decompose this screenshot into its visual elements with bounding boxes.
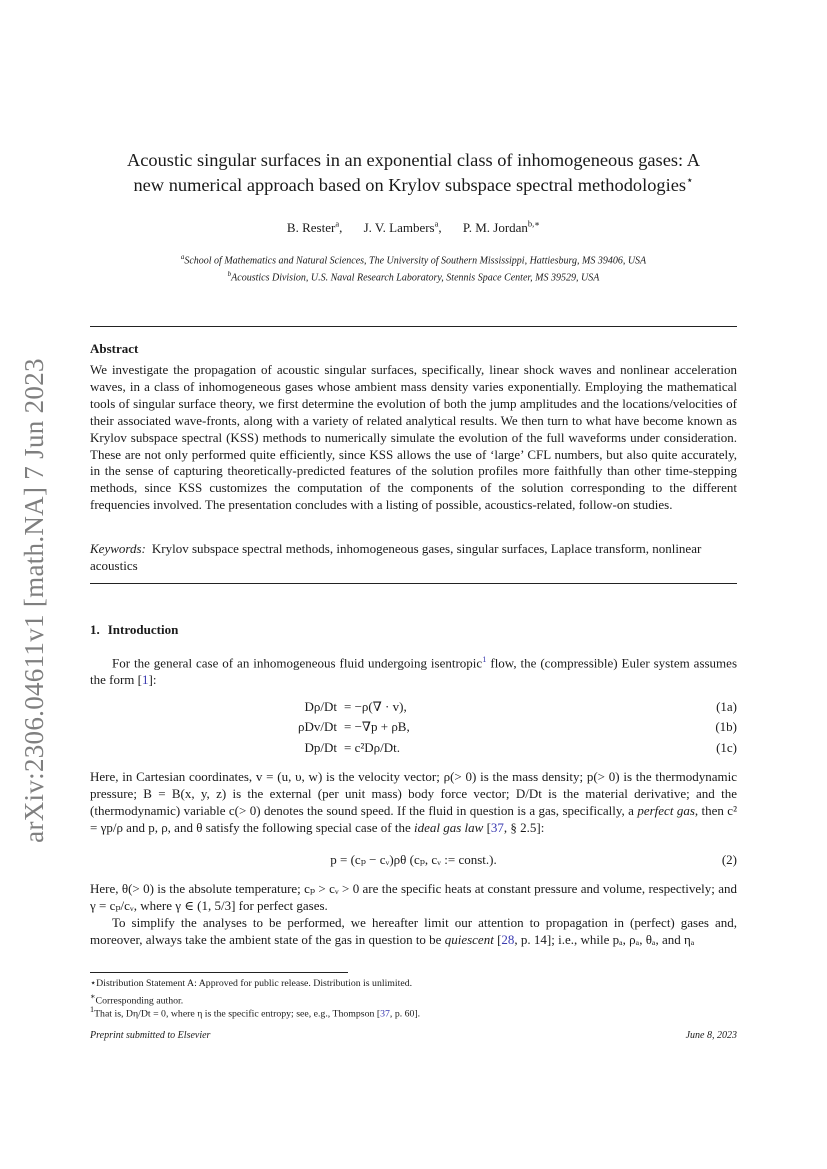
- arxiv-identifier-stamp: [14, 330, 54, 870]
- equation-number: (2): [721, 852, 737, 867]
- citation-link[interactable]: 28: [501, 931, 515, 947]
- abstract-body: We investigate the propagation of acoustic singular surfaces, specifically, linear shock waves and nonlinear acceleration waves, in a class of inhomogeneous gases whose ambient mass density varies exponentially. Employing the mathematical tools of singular surface theory, we first determine the evolution of both the jump amplitudes and the locations/velocities of their associated wave-fronts, along with a variety of related analytical results. We then turn to what have become known as Krylov subspace spectral (KSS) methods to numerically simulate the evolution of the full waveforms under consideration. These are not only performed quite efficiently, since KSS allows the use of ‘large’ CFL numbers, but also quite accurately, in the sense of capturing theoretically-predicted features of the solution profiles more faithfully than other time-stepping methods, since KSS customizes the computation of the components of the solution corresponding to the different frequencies involved. The presentation concludes with a listing of possible, acoustics-related, follow-on studies.: [90, 362, 737, 513]
- footnote-distribution: ⋆Distribution Statement A: Approved for public release. Distribution is unlimited.: [90, 978, 413, 989]
- footnote-corresponding: ∗Corresponding author.: [90, 992, 184, 1007]
- footnote-rule: [90, 972, 348, 973]
- section-heading-introduction: 1. Introduction: [90, 622, 179, 637]
- author: B. Rester$^a$,: [286, 219, 343, 236]
- equation-1c: Dp/Dt = c²Dρ/Dt. (1c): [304, 740, 737, 755]
- paragraph-intro-2: Here, in Cartesian coordinates, v = (u, υ, w) is the velocity vector; ρ(> 0) is the mass density; p(> 0) is the thermodynamic pressure; B = B(x, y, z) is the external (per unit mass) body force vector; D/Dt is the material derivative; and the (thermodynamic) variable c(> 0) denotes the sound speed. If the fluid in question is a gas, specifically, a perfect gas, then c² = γp/ρ and p, ρ, and θ satisfy the following special case of the ideal gas law [37, § 2.5]:: [90, 769, 737, 835]
- citation-link[interactable]: 1: [141, 672, 149, 688]
- keywords: [90, 541, 737, 575]
- keywords-text: Krylov subspace spectral methods, inhomogeneous gases, singular surfaces, Laplace transform, nonlinear acoustics: [90, 541, 702, 573]
- affiliations: [90, 251, 737, 285]
- equation-number: (1c): [716, 740, 737, 755]
- author: P. M. Jordan$^{b,∗}$: [462, 219, 541, 236]
- equation-number: (1a): [716, 699, 737, 714]
- title-line-1: Acoustic singular surfaces in an exponential class of inhomogeneous gases: A: [126, 150, 701, 170]
- equation-1b: ρDv/Dt = −∇p + ρB, (1b): [298, 719, 737, 734]
- abstract-top-rule: [90, 326, 737, 327]
- affiliation: $^b$Acoustics Division, U.S. Naval Research Laboratory, Stennis Space Center, MS 39529, USA: [227, 269, 600, 284]
- author-affiliation-mark[interactable]: a: [434, 219, 439, 229]
- author-affiliation-mark[interactable]: a: [335, 219, 340, 229]
- author: J. V. Lambers$^a$,: [363, 219, 442, 236]
- citation-link[interactable]: 37: [490, 819, 504, 835]
- affiliation: $^a$School of Mathematics and Natural Sciences, The University of Southern Mississippi, Hattiesburg, MS 39406, USA: [180, 253, 647, 267]
- author-list: [90, 219, 737, 236]
- author-affiliation-mark[interactable]: b,∗: [527, 219, 541, 229]
- citation-link[interactable]: 37: [380, 1008, 390, 1020]
- paragraph-intro-4: To simplify the analyses to be performed, we hereafter limit our attention to propagation in (perfect) gases and, moreover, always take the ambient state of the gas in question to be quiescent [28, p. 14]; i.e., while pₐ, ρₐ, θₐ, and ηₐ: [90, 915, 737, 947]
- page-footer: [90, 1030, 737, 1041]
- title-footnote-mark[interactable]: ⋆: [686, 172, 694, 187]
- equation-number: (1b): [715, 719, 737, 734]
- paper-title: [90, 148, 737, 198]
- abstract-heading: Abstract: [90, 341, 139, 356]
- footnote-link[interactable]: 1: [482, 654, 487, 664]
- keywords-label: Keywords:: [90, 541, 146, 556]
- footer-preprint-note: Preprint submitted to Elsevier: [90, 1030, 211, 1041]
- footnote-1: $^1$That is, Dη/Dt = 0, where η is the specific entropy; see, e.g., Thompson [37, p. 60].: [90, 1005, 421, 1020]
- paragraph-intro-1: For the general case of an inhomogeneous fluid undergoing isentropic$^1$ flow, the (compressible) Euler system assumes the form [1]:: [90, 654, 737, 688]
- arxiv-id: arXiv:2306.04611v1 [math.NA] 7 Jun 2023: [18, 357, 49, 843]
- footer-date: June 8, 2023: [685, 1030, 737, 1041]
- paragraph-intro-3: Here, θ(> 0) is the absolute temperature; cₚ > cᵥ > 0 are the specific heats at constant pressure and volume, respectively; and γ = cₚ/cᵥ, where γ ∈ (1, 5/3] for perfect gases.: [90, 881, 737, 913]
- title-line-2: new numerical approach based on Krylov subspace spectral methodologies: [133, 175, 687, 195]
- equation-1a: Dρ/Dt = −ρ(∇ · v), (1a): [304, 699, 737, 714]
- equation-2: p = (cₚ − cᵥ)ρθ (cₚ, cᵥ := const.). (2): [330, 852, 737, 867]
- abstract-bottom-rule: [90, 583, 737, 584]
